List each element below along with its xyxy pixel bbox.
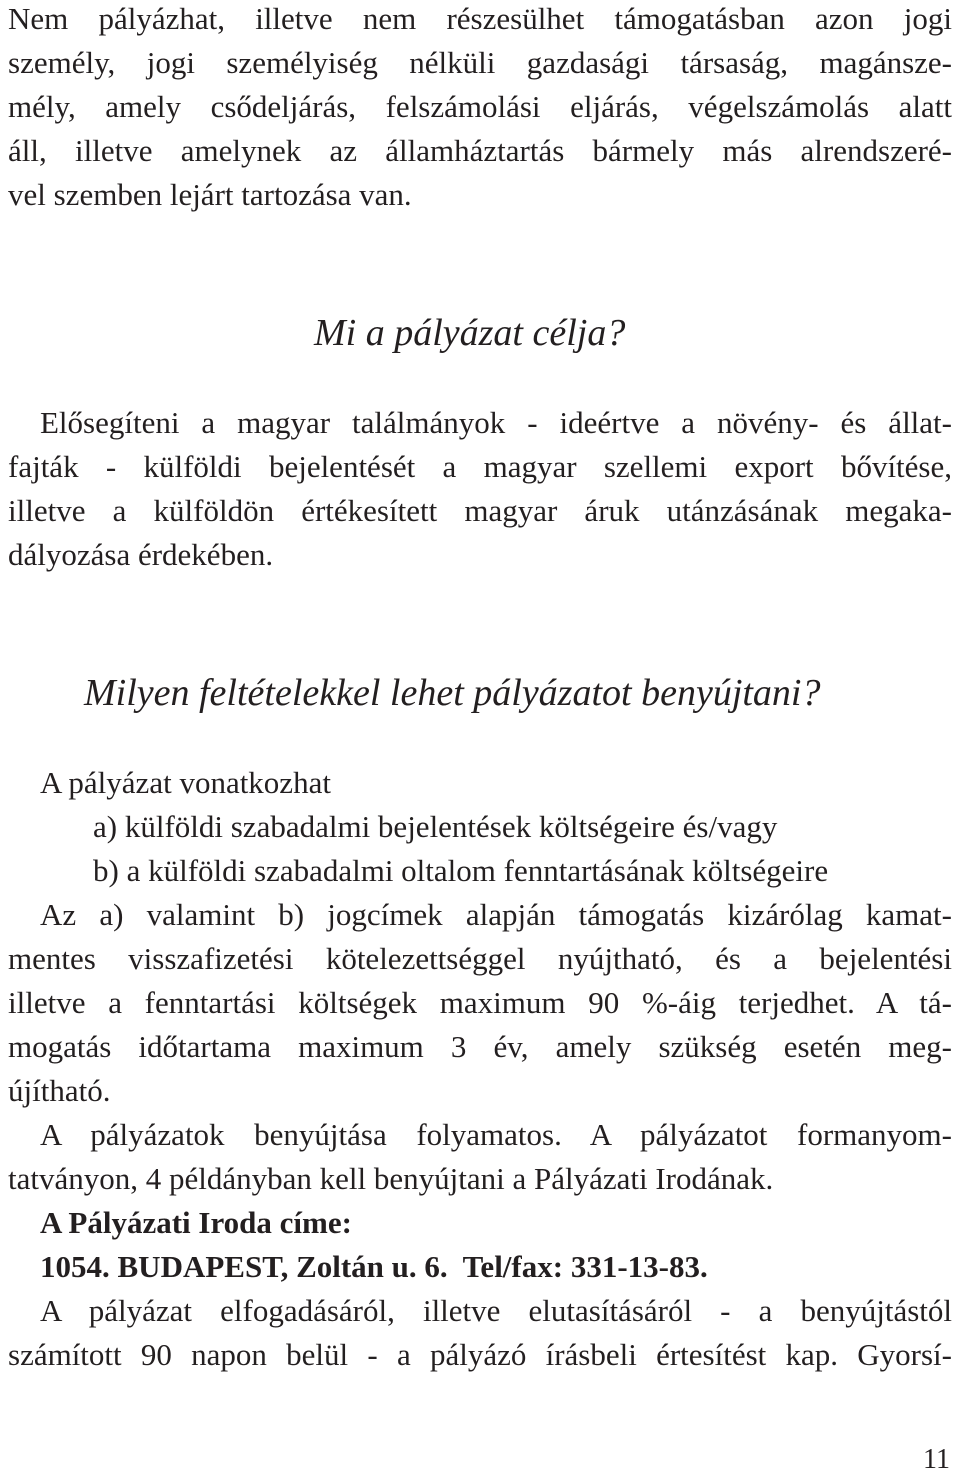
- conditions-body-line-2: mentes visszafizetési kötelezettséggel nyújtható, és a bejelentési: [8, 941, 952, 976]
- section-heading-purpose: Mi a pályázat célja?: [314, 312, 626, 354]
- paragraph2-line-2: fajták - külföldi bejelentését a magyar szellemi export bővítése,: [8, 449, 952, 484]
- page-number: 11: [923, 1444, 950, 1475]
- paragraph1-line-3: mély, amely csődeljárás, felszámolási eljárás, végelszámolás alatt: [8, 89, 952, 124]
- conditions-body-line-5: újítható.: [8, 1073, 111, 1108]
- paragraph1-line-2: személy, jogi személyiség nélküli gazdasági társaság, magánsze-: [8, 45, 952, 80]
- closing-line-2: számított 90 napon belül - a pályázó írásbeli értesítést kap. Gyorsí-: [8, 1337, 952, 1372]
- closing-line-1: A pályázat elfogadásáról, illetve elutasításáról - a benyújtástól: [40, 1293, 952, 1328]
- paragraph1-line-5: vel szemben lejárt tartozása van.: [8, 177, 412, 212]
- conditions-body-line-3: illetve a fenntartási költségek maximum 90 %-áig terjedhet. A tá-: [8, 985, 952, 1020]
- office-address: 1054. BUDAPEST, Zoltán u. 6. Tel/fax: 331-13-83.: [40, 1249, 708, 1284]
- conditions-intro: A pályázat vonatkozhat: [40, 765, 331, 800]
- conditions-item-b: b) a külföldi szabadalmi oltalom fenntartásának költségeire: [93, 853, 829, 888]
- paragraph1-line-1: Nem pályázhat, illetve nem részesülhet támogatásban azon jogi: [8, 1, 952, 36]
- paragraph2-line-1: Elősegíteni a magyar találmányok - ideértve a növény- és állat-: [40, 405, 952, 440]
- paragraph1-line-4: áll, illetve amelynek az államháztartás bármely más alrendszeré-: [8, 133, 952, 168]
- submission-line-2: tatványon, 4 példányban kell benyújtani a Pályázati Irodának.: [8, 1161, 774, 1196]
- paragraph2-line-3: illetve a külföldön értékesített magyar áruk utánzásának megaka-: [8, 493, 952, 528]
- conditions-item-a: a) külföldi szabadalmi bejelentések költségeire és/vagy: [93, 809, 778, 844]
- conditions-body-line-1: Az a) valamint b) jogcímek alapján támogatás kizárólag kamat-: [40, 897, 952, 932]
- section-heading-conditions: Milyen feltételekkel lehet pályázatot benyújtani?: [84, 672, 821, 714]
- office-label: A Pályázati Iroda címe:: [40, 1205, 352, 1240]
- conditions-body-line-4: mogatás időtartama maximum 3 év, amely szükség esetén meg-: [8, 1029, 952, 1064]
- submission-line-1: A pályázatok benyújtása folyamatos. A pályázatot formanyom-: [40, 1117, 952, 1152]
- paragraph2-line-4: dályozása érdekében.: [8, 537, 274, 572]
